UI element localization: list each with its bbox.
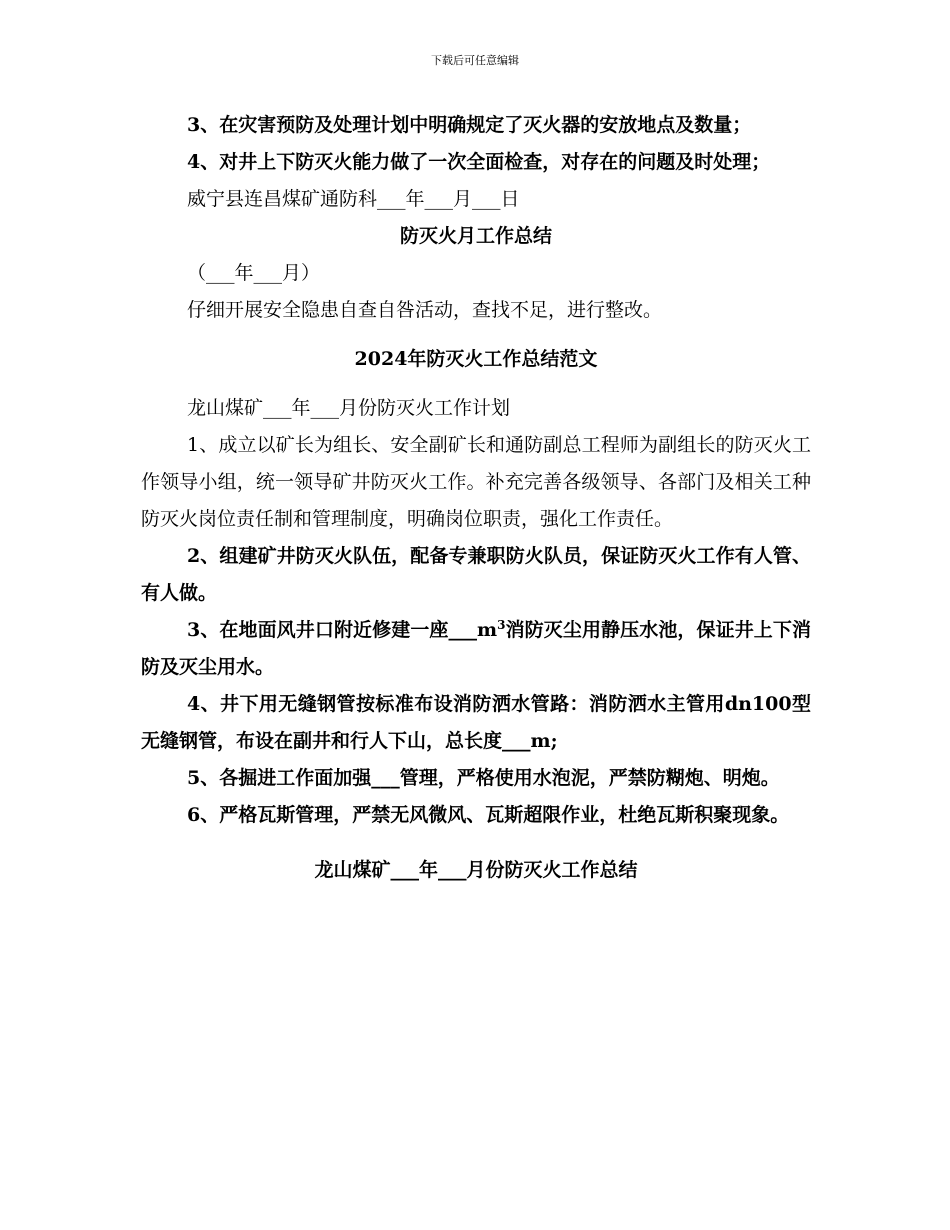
paragraph-fire-team: 2、组建矿井防灭火队伍，配备专兼职防火队员，保证防灭火工作有人管、有人做。 xyxy=(141,545,811,604)
paragraph-excavation-management: 5、各掘进工作面加强___管理，严格使用水泡泥，严禁防糊炮、明炮。 xyxy=(187,767,780,789)
paragraph-work-plan-title: 龙山煤矿___年___月份防灭火工作计划 xyxy=(187,397,511,419)
water-pool-text-a: 3、在地面风井口附近修建一座___m xyxy=(187,619,498,641)
paragraph-fire-extinguisher-placement: 3、在灾害预防及处理计划中明确规定了灭火器的安放地点及数量； xyxy=(187,114,752,136)
paragraph-water-pipe: 4、井下用无缝钢管按标准布设消防洒水管路：消防洒水主管用dn100型无缝钢管，布设在副井和行人下山，总长度___m; xyxy=(141,693,811,752)
paragraph-leadership-group: 1、成立以矿长为组长、安全副矿长和通防副总工程师为副组长的防灭火工作领导小组，统一领导矿井防灭火工作。补充完善各级领导、各部门及相关工种防灭火岗位责任制和管理制度，明确岗位职责，强化工作责任。 xyxy=(141,434,811,530)
paragraph-year-month: （___年___月） xyxy=(187,262,321,284)
superscript-cubic: 3 xyxy=(497,618,506,632)
section-title-monthly-work-summary: 龙山煤矿___年___月份防灭火工作总结 xyxy=(314,859,638,881)
document-body xyxy=(141,107,811,889)
page-header: 下载后可任意编辑 xyxy=(431,54,519,67)
paragraph-gas-management: 6、严格瓦斯管理，严禁无风微风、瓦斯超限作业，杜绝瓦斯积聚现象。 xyxy=(187,804,790,826)
section-title-monthly-summary: 防灭火月工作总结 xyxy=(399,225,552,247)
paragraph-self-inspection: 仔细开展安全隐患自查自咎活动，查找不足，进行整改。 xyxy=(187,299,663,321)
paragraph-fire-capability-check: 4、对井上下防灭火能力做了一次全面检查，对存在的问题及时处理； xyxy=(187,151,771,173)
paragraph-water-pool xyxy=(141,612,811,686)
section-title-2024-summary: 2024年防灭火工作总结范文 xyxy=(354,348,598,370)
water-pool-text-b: 消防灭尘用静压水池，保证井上下消防及灭尘用水。 xyxy=(141,619,811,678)
paragraph-signature-date: 威宁县连昌煤矿通防科___年___月___日 xyxy=(187,188,520,210)
